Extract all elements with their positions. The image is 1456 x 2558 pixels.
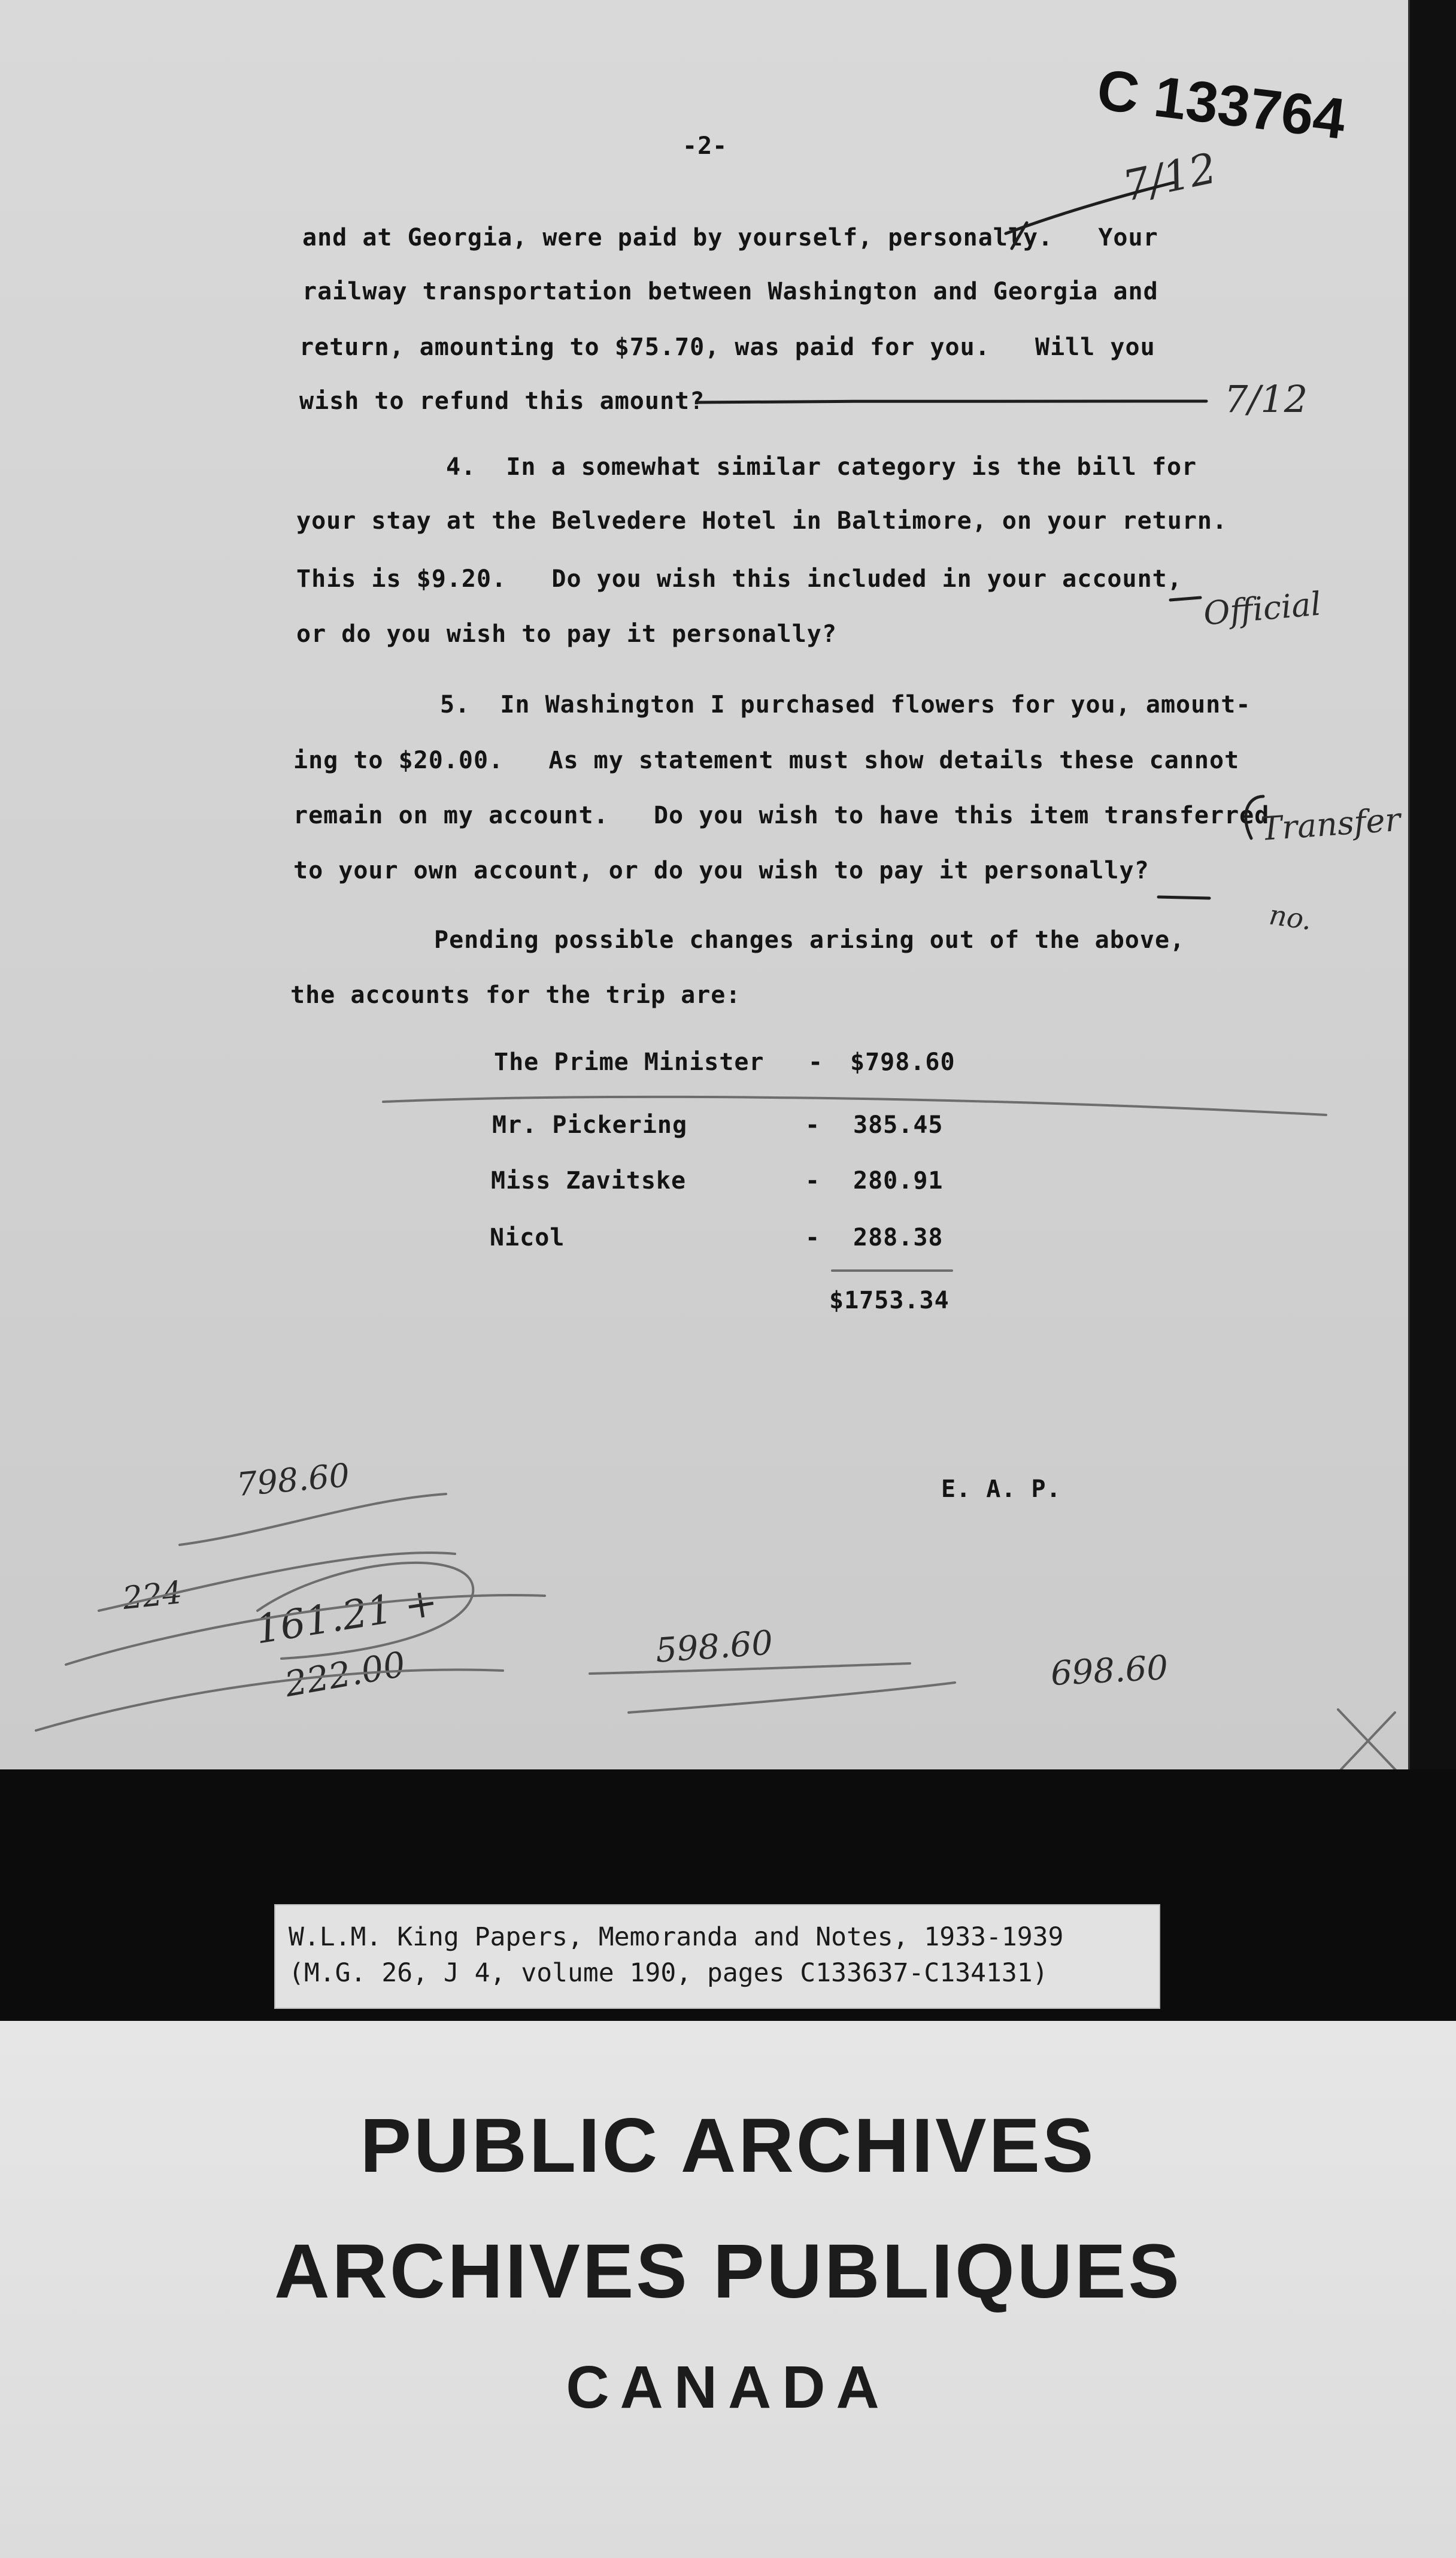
account-dash: -	[805, 1167, 821, 1195]
account-amount: 385.45	[853, 1111, 944, 1139]
memo-line: railway transportation between Washington and Georgia and	[302, 278, 1158, 305]
memo-line: your stay at the Belvedere Hotel in Baltimore, on your return.	[296, 507, 1228, 535]
handwritten-figure: 224	[121, 1574, 184, 1617]
account-dash: -	[808, 1048, 824, 1076]
memo-line: return, amounting to $75.70, was paid for you. Will you	[299, 334, 1155, 361]
archives-country: CANADA	[566, 2354, 890, 2421]
memo-line: or do you wish to pay it personally?	[296, 620, 837, 648]
signature-initials: E. A. P.	[941, 1475, 1061, 1503]
handwritten-figure: 161.21 +	[251, 1578, 441, 1653]
reference-line: W.L.M. King Papers, Memoranda and Notes, 1933-1939	[289, 1922, 1064, 1952]
reference-line: (M.G. 26, J 4, volume 190, pages C133637-C134131)	[289, 1958, 1048, 1988]
memo-line: wish to refund this amount?	[299, 387, 705, 415]
handwritten-initials: 7/12	[1118, 143, 1221, 211]
account-name: Miss Zavitske	[491, 1167, 687, 1195]
accounts-total: $1753.34	[829, 1287, 950, 1314]
page-number: -2-	[682, 132, 728, 160]
archives-card	[0, 2021, 1456, 2558]
archives-title-english: PUBLIC ARCHIVES	[360, 2103, 1096, 2189]
account-name: The Prime Minister	[494, 1048, 765, 1076]
memo-line: 4. In a somewhat similar category is the bill for	[446, 453, 1197, 481]
handwritten-figure: 798.60	[235, 1456, 351, 1504]
archives-title-french: ARCHIVES PUBLIQUES	[274, 2229, 1182, 2314]
account-amount: 280.91	[853, 1167, 944, 1195]
account-dash: -	[805, 1224, 821, 1251]
handwritten-note: Transfer	[1259, 800, 1402, 848]
memo-line: to your own account, or do you wish to pay it personally?	[293, 857, 1149, 884]
memo-line: This is $9.20. Do you wish this included in your account,	[296, 565, 1182, 593]
handwritten-initials: 7/12	[1224, 377, 1308, 421]
account-name: Nicol	[490, 1224, 565, 1251]
handwritten-note: no.	[1267, 898, 1314, 936]
memo-line: and at Georgia, were paid by yourself, personally. Your	[302, 224, 1158, 251]
account-amount: $798.60	[850, 1048, 956, 1076]
handwritten-figure: 222.00	[281, 1643, 409, 1705]
page-edge	[1408, 0, 1410, 1769]
memo-line: remain on my account. Do you wish to have this item transferred	[293, 802, 1270, 829]
memo-line: Pending possible changes arising out of the above,	[434, 926, 1185, 954]
handwritten-figure: 698.60	[1049, 1648, 1169, 1694]
handwritten-figure: 598.60	[654, 1623, 774, 1671]
memo-line: ing to $20.00. As my statement must show details these cannot	[293, 747, 1240, 774]
memo-line: 5. In Washington I purchased flowers for you, amount-	[440, 691, 1251, 719]
memo-line: the accounts for the trip are:	[290, 981, 741, 1009]
account-name: Mr. Pickering	[492, 1111, 688, 1139]
account-amount: 288.38	[853, 1224, 944, 1251]
reference-label	[274, 1904, 1160, 2009]
account-dash: -	[805, 1111, 821, 1139]
handwritten-note: Official	[1202, 584, 1323, 633]
reference-stamp: C 133764	[1093, 57, 1349, 151]
